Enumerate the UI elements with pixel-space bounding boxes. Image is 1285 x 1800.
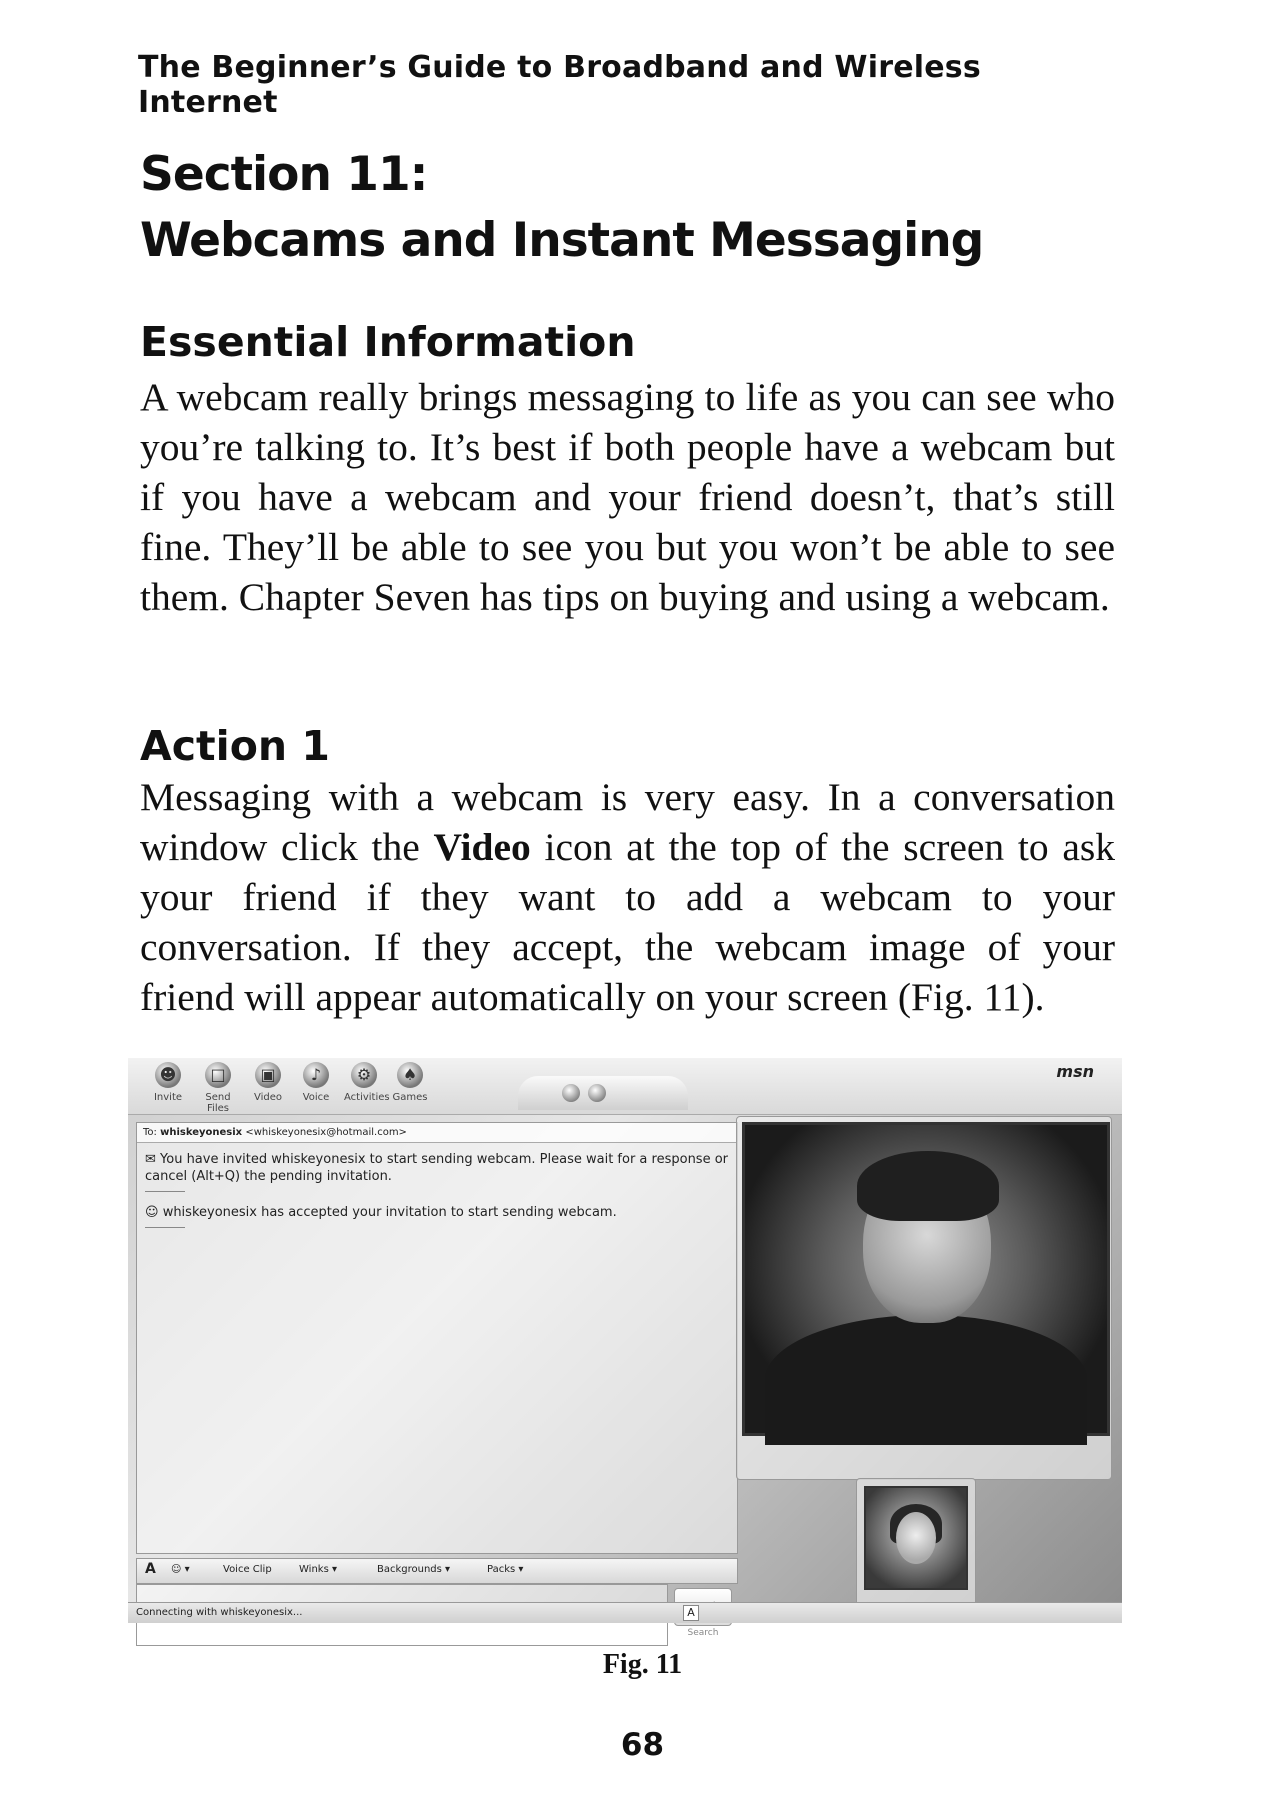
voice-button[interactable] xyxy=(296,1062,336,1103)
voice-clip-button[interactable]: Voice Clip xyxy=(223,1564,272,1575)
action-heading: Action 1 xyxy=(140,722,330,770)
section-title xyxy=(140,142,1140,274)
toolbar-label: Activities xyxy=(344,1092,390,1103)
page-number: 68 xyxy=(620,1727,665,1763)
video-icon: ▣ xyxy=(255,1062,281,1088)
running-head: The Beginner’s Guide to Broadband and Wireless Internet xyxy=(138,50,981,120)
winks-button[interactable]: Winks ▾ xyxy=(299,1564,337,1575)
message-divider xyxy=(145,1191,185,1192)
block-icon[interactable] xyxy=(562,1084,580,1102)
activities-button[interactable] xyxy=(344,1062,390,1103)
own-face xyxy=(896,1512,936,1564)
packs-button[interactable]: Packs ▾ xyxy=(487,1564,524,1575)
figure-caption: Fig. 11 xyxy=(602,1649,683,1680)
essential-paragraph: A webcam really brings messaging to life as you can see who you’re talking to. It’s best if both people have a webcam but if you have a webcam and your friend doesn’t, that’s still fine. They’ll be able to see you but you won’t be able to see them. Chapter Seven has tips on buying and using a webcam. xyxy=(140,375,1115,619)
contact-name: whiskeyonesix xyxy=(160,1127,243,1138)
contact-email: <whiskeyonesix@hotmail.com> xyxy=(245,1127,407,1138)
contact-hair xyxy=(857,1151,999,1221)
accepted-message: ☺ whiskeyonesix has accepted your invitation to start sending webcam. xyxy=(145,1205,617,1220)
msn-logo: msn xyxy=(1056,1062,1094,1081)
invitation-message: ✉ You have invited whiskeyonesix to start sending webcam. Please wait for a response or cancel (Alt+Q) the pending invitation. xyxy=(145,1152,729,1184)
invite-icon: ☻ xyxy=(155,1062,181,1088)
action-paragraph xyxy=(140,772,1115,1022)
toolbar-label: Games xyxy=(392,1092,428,1103)
messenger-toolbar xyxy=(128,1058,1122,1115)
toolbar-label: Send Files xyxy=(205,1092,231,1114)
games-icon: ♠ xyxy=(397,1062,423,1088)
conversation-pane xyxy=(136,1122,738,1554)
essential-heading: Essential Information xyxy=(140,318,636,366)
own-webcam-video xyxy=(864,1486,968,1590)
section-name: Webcams and Instant Messaging xyxy=(140,213,984,268)
contact-webcam-video xyxy=(742,1122,1110,1436)
figure-msn-window xyxy=(128,1058,1122,1638)
invite-button[interactable] xyxy=(148,1062,188,1103)
status-font-icon[interactable]: A xyxy=(683,1605,699,1621)
display-picture-icon[interactable] xyxy=(588,1084,606,1102)
status-text: Connecting with whiskeyonesix... xyxy=(136,1607,303,1618)
search-button[interactable]: Search xyxy=(687,1628,719,1638)
send-files-button[interactable] xyxy=(198,1062,238,1114)
accepted-text: whiskeyonesix has accepted your invitation to start sending webcam. xyxy=(162,1205,617,1220)
emoticon-button[interactable]: ☺ ▾ xyxy=(171,1564,190,1575)
action-text-after: icon at the top of the screen to ask your friend if they want to add a webcam to your conversation. If they accept, the webcam image of your friend will appear automatically on your screen (Fig. 11). xyxy=(140,825,1115,1019)
video-term: Video xyxy=(433,825,531,869)
to-line xyxy=(137,1123,737,1143)
input-toolbar xyxy=(136,1558,738,1584)
contact-shoulders xyxy=(765,1315,1087,1445)
rounded-button-tray xyxy=(518,1076,688,1110)
voice-icon: ♪ xyxy=(303,1062,329,1088)
font-button[interactable]: A xyxy=(145,1561,156,1577)
action-text-before: Messaging with a webcam is very easy. In a conversation window click the xyxy=(140,775,1115,869)
toolbar-label: Voice xyxy=(302,1092,330,1103)
activities-icon: ⚙ xyxy=(351,1062,377,1088)
games-button[interactable] xyxy=(390,1062,430,1103)
toolbar-label: Video xyxy=(253,1092,283,1103)
video-button[interactable] xyxy=(248,1062,288,1103)
backgrounds-button[interactable]: Backgrounds ▾ xyxy=(377,1564,451,1575)
toolbar-label: Invite xyxy=(153,1092,183,1103)
invitation-text: You have invited whiskeyonesix to start sending webcam. Please wait for a response or cancel (Alt+Q) the pending invitation. xyxy=(145,1152,729,1184)
send-files-icon: □ xyxy=(205,1062,231,1088)
status-bar xyxy=(128,1602,1122,1623)
to-label: To: xyxy=(143,1127,157,1138)
section-number: Section 11: xyxy=(140,147,428,202)
message-divider xyxy=(145,1227,185,1228)
